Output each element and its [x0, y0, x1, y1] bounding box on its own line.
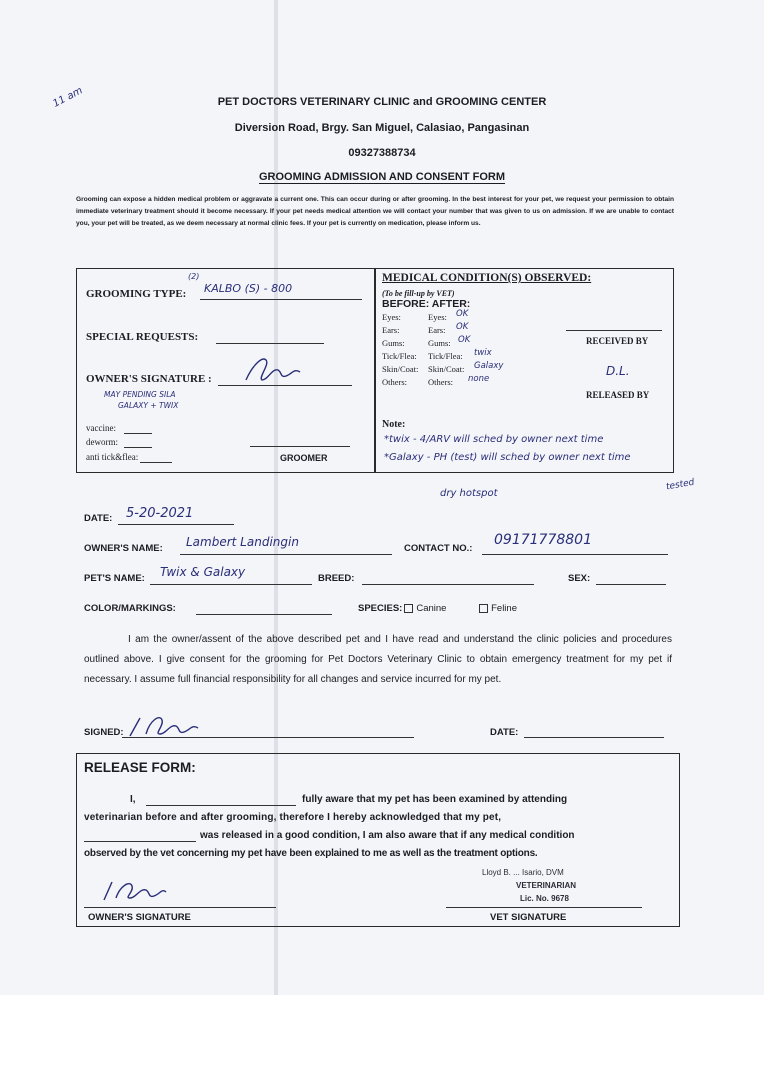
owner-signature-label: OWNER'S SIGNATURE :	[86, 373, 212, 385]
contact-line	[482, 554, 668, 555]
release-p2: veterinarian before and after grooming, therefore I hereby acknowledged that my pet,	[84, 812, 502, 823]
signed-date-line[interactable]	[524, 737, 664, 738]
signed-signature-mark	[126, 710, 206, 740]
release-owner-sig-label: OWNER'S SIGNATURE	[88, 912, 191, 923]
release-title: RELEASE FORM:	[84, 760, 196, 775]
special-requests-label: SPECIAL REQUESTS:	[86, 331, 199, 343]
grooming-type-count: (2)	[188, 272, 200, 281]
before-gums-label: Gums:	[382, 338, 405, 348]
pet-name-value[interactable]: Twix & Galaxy	[160, 565, 246, 579]
time-note: 11 am	[51, 85, 85, 110]
owner-signature-line	[218, 385, 352, 386]
feline-label: Feline	[491, 603, 517, 614]
clinic-name: PET DOCTORS VETERINARY CLINIC and GROOMING CENTER	[217, 96, 547, 108]
pet-name-label: PET'S NAME:	[84, 573, 145, 584]
left-note-line1: MAY PENDING SILA	[104, 390, 176, 399]
release-p1-rest: fully aware that my pet has been examined by attending	[302, 794, 568, 805]
note-line2: *Galaxy - PH (test) will sched by owner next time	[384, 452, 631, 463]
after-gums-value: OK	[458, 335, 471, 345]
after-tickflea-value: twix	[474, 348, 492, 358]
release-p1-start: I,	[130, 794, 136, 805]
after-ears-value: OK	[456, 322, 469, 332]
release-name-line[interactable]	[146, 805, 296, 806]
color-label: COLOR/MARKINGS:	[84, 603, 176, 614]
clinic-address: Diversion Road, Brgy. San Miguel, Calasiao, Pangasinan	[234, 122, 530, 134]
groomer-label: GROOMER	[280, 453, 328, 463]
before-after-heading: BEFORE: AFTER:	[382, 298, 471, 310]
after-skincoat-value: Galaxy	[474, 361, 504, 371]
breed-line[interactable]	[362, 584, 534, 585]
after-others-value: none	[468, 374, 490, 384]
groomer-line[interactable]	[250, 446, 350, 447]
after-gums-label: Gums:	[428, 338, 451, 348]
form-title-text: GROOMING ADMISSION AND CONSENT FORM	[258, 171, 506, 183]
released-by-value: D.L.	[606, 364, 630, 378]
signed-date-label: DATE:	[490, 727, 519, 738]
color-line[interactable]	[196, 614, 332, 615]
species-label: SPECIES:	[358, 603, 403, 614]
contact-value[interactable]: 09171778801	[494, 532, 592, 548]
date-label: DATE:	[84, 513, 113, 524]
special-requests-line[interactable]	[216, 343, 324, 344]
species-group	[358, 603, 517, 614]
vaccine-label: vaccine:	[86, 423, 116, 433]
release-vet-sig-label: VET SIGNATURE	[490, 912, 567, 923]
release-p3-rest: was released in a good condition, I am also aware that if any medical condition	[200, 830, 575, 841]
feline-checkbox[interactable]	[479, 604, 488, 613]
before-tickflea-label: Tick/Flea:	[382, 351, 417, 361]
canine-checkbox[interactable]	[404, 604, 413, 613]
grooming-type-label: GROOMING TYPE:	[86, 288, 187, 300]
release-owner-line	[84, 907, 276, 908]
owner-name-value[interactable]: Lambert Landingin	[186, 535, 299, 549]
form-title	[0, 171, 764, 183]
grooming-type-line	[200, 299, 362, 300]
released-by-label: RELEASED BY	[586, 390, 650, 400]
grooming-type-value[interactable]: KALBO (S) - 800	[204, 282, 293, 295]
date-value[interactable]: 5-20-2021	[126, 506, 194, 521]
after-eyes-label: Eyes:	[428, 312, 447, 322]
before-skincoat-label: Skin/Coat:	[382, 364, 419, 374]
sex-label: SEX:	[568, 573, 591, 584]
signed-line	[122, 737, 414, 738]
before-others-label: Others:	[382, 377, 408, 387]
canine-label: Canine	[416, 603, 447, 614]
before-eyes-label: Eyes:	[382, 312, 401, 322]
received-by-label: RECEIVED BY	[586, 336, 649, 346]
note-line3: dry hotspot	[440, 488, 498, 499]
owner-signature-mark	[240, 350, 310, 386]
sex-line[interactable]	[596, 584, 666, 585]
contact-label: CONTACT NO.:	[404, 543, 473, 554]
release-vet-line	[446, 907, 642, 908]
medical-title: MEDICAL CONDITION(S) OBSERVED:	[382, 272, 592, 284]
medical-subtitle: (To be fill-up by VET)	[382, 289, 455, 298]
antitick-label: anti tick&flea:	[86, 452, 139, 462]
after-eyes-value: OK	[456, 309, 469, 319]
vet-stamp-title: VETERINARIAN	[516, 881, 577, 890]
consent-paragraph: I am the owner/assent of the above described pet and I have read and understand the clinic policies and procedures outlined above. I give consent for the grooming for Pet Doctors Veterinary Clinic to obtain emergency treatment for my pet if necessary. I assume full financial responsibility for all changes and service incurred for my pet.	[84, 634, 672, 685]
owner-name-line	[180, 554, 392, 555]
left-note-line2: GALAXY + TWIX	[118, 401, 179, 410]
vet-stamp-license: Lic. No. 9678	[520, 894, 569, 903]
date-line	[118, 524, 234, 525]
deworm-label: deworm:	[86, 437, 118, 447]
note-line1: *twix - 4/ARV will sched by owner next time	[384, 434, 604, 445]
note-label: Note:	[382, 419, 406, 430]
clinic-phone: 09327388734	[348, 147, 416, 159]
before-ears-label: Ears:	[382, 325, 400, 335]
after-others-label: Others:	[428, 377, 454, 387]
antitick-line[interactable]	[140, 462, 172, 463]
intro-paragraph: Grooming can expose a hidden medical problem or aggravate a current one. This can occur during or after grooming. In the best interest for your pet, we request your permission to obtain immediate veterinary treatment should it become necessary. If your pet needs medical attention we will contact your number that was given to us on admission. If we are unable to contact you, your pet will be treated, as we deem necessary at normal clinic fees. If your pet is currently on medication, please inform us.	[76, 196, 674, 227]
signed-label: SIGNED:	[84, 727, 124, 738]
deworm-line[interactable]	[124, 447, 152, 448]
release-pet-line[interactable]	[84, 841, 196, 842]
after-skincoat-label: Skin/Coat:	[428, 364, 465, 374]
release-p4: observed by the vet concerning my pet have been explained to me as well as the treatment options.	[84, 848, 538, 859]
pet-name-line	[150, 584, 312, 585]
after-ears-label: Ears:	[428, 325, 446, 335]
after-tickflea-label: Tick/Flea:	[428, 351, 463, 361]
note-tested: tested	[665, 477, 696, 493]
breed-label: BREED:	[318, 573, 355, 584]
release-owner-signature-mark	[100, 876, 170, 906]
received-by-line[interactable]	[566, 330, 662, 331]
owner-name-label: OWNER'S NAME:	[84, 543, 163, 554]
vaccine-line[interactable]	[124, 433, 152, 434]
vet-stamp-name: Lloyd B. ... Isario, DVM	[482, 868, 564, 877]
